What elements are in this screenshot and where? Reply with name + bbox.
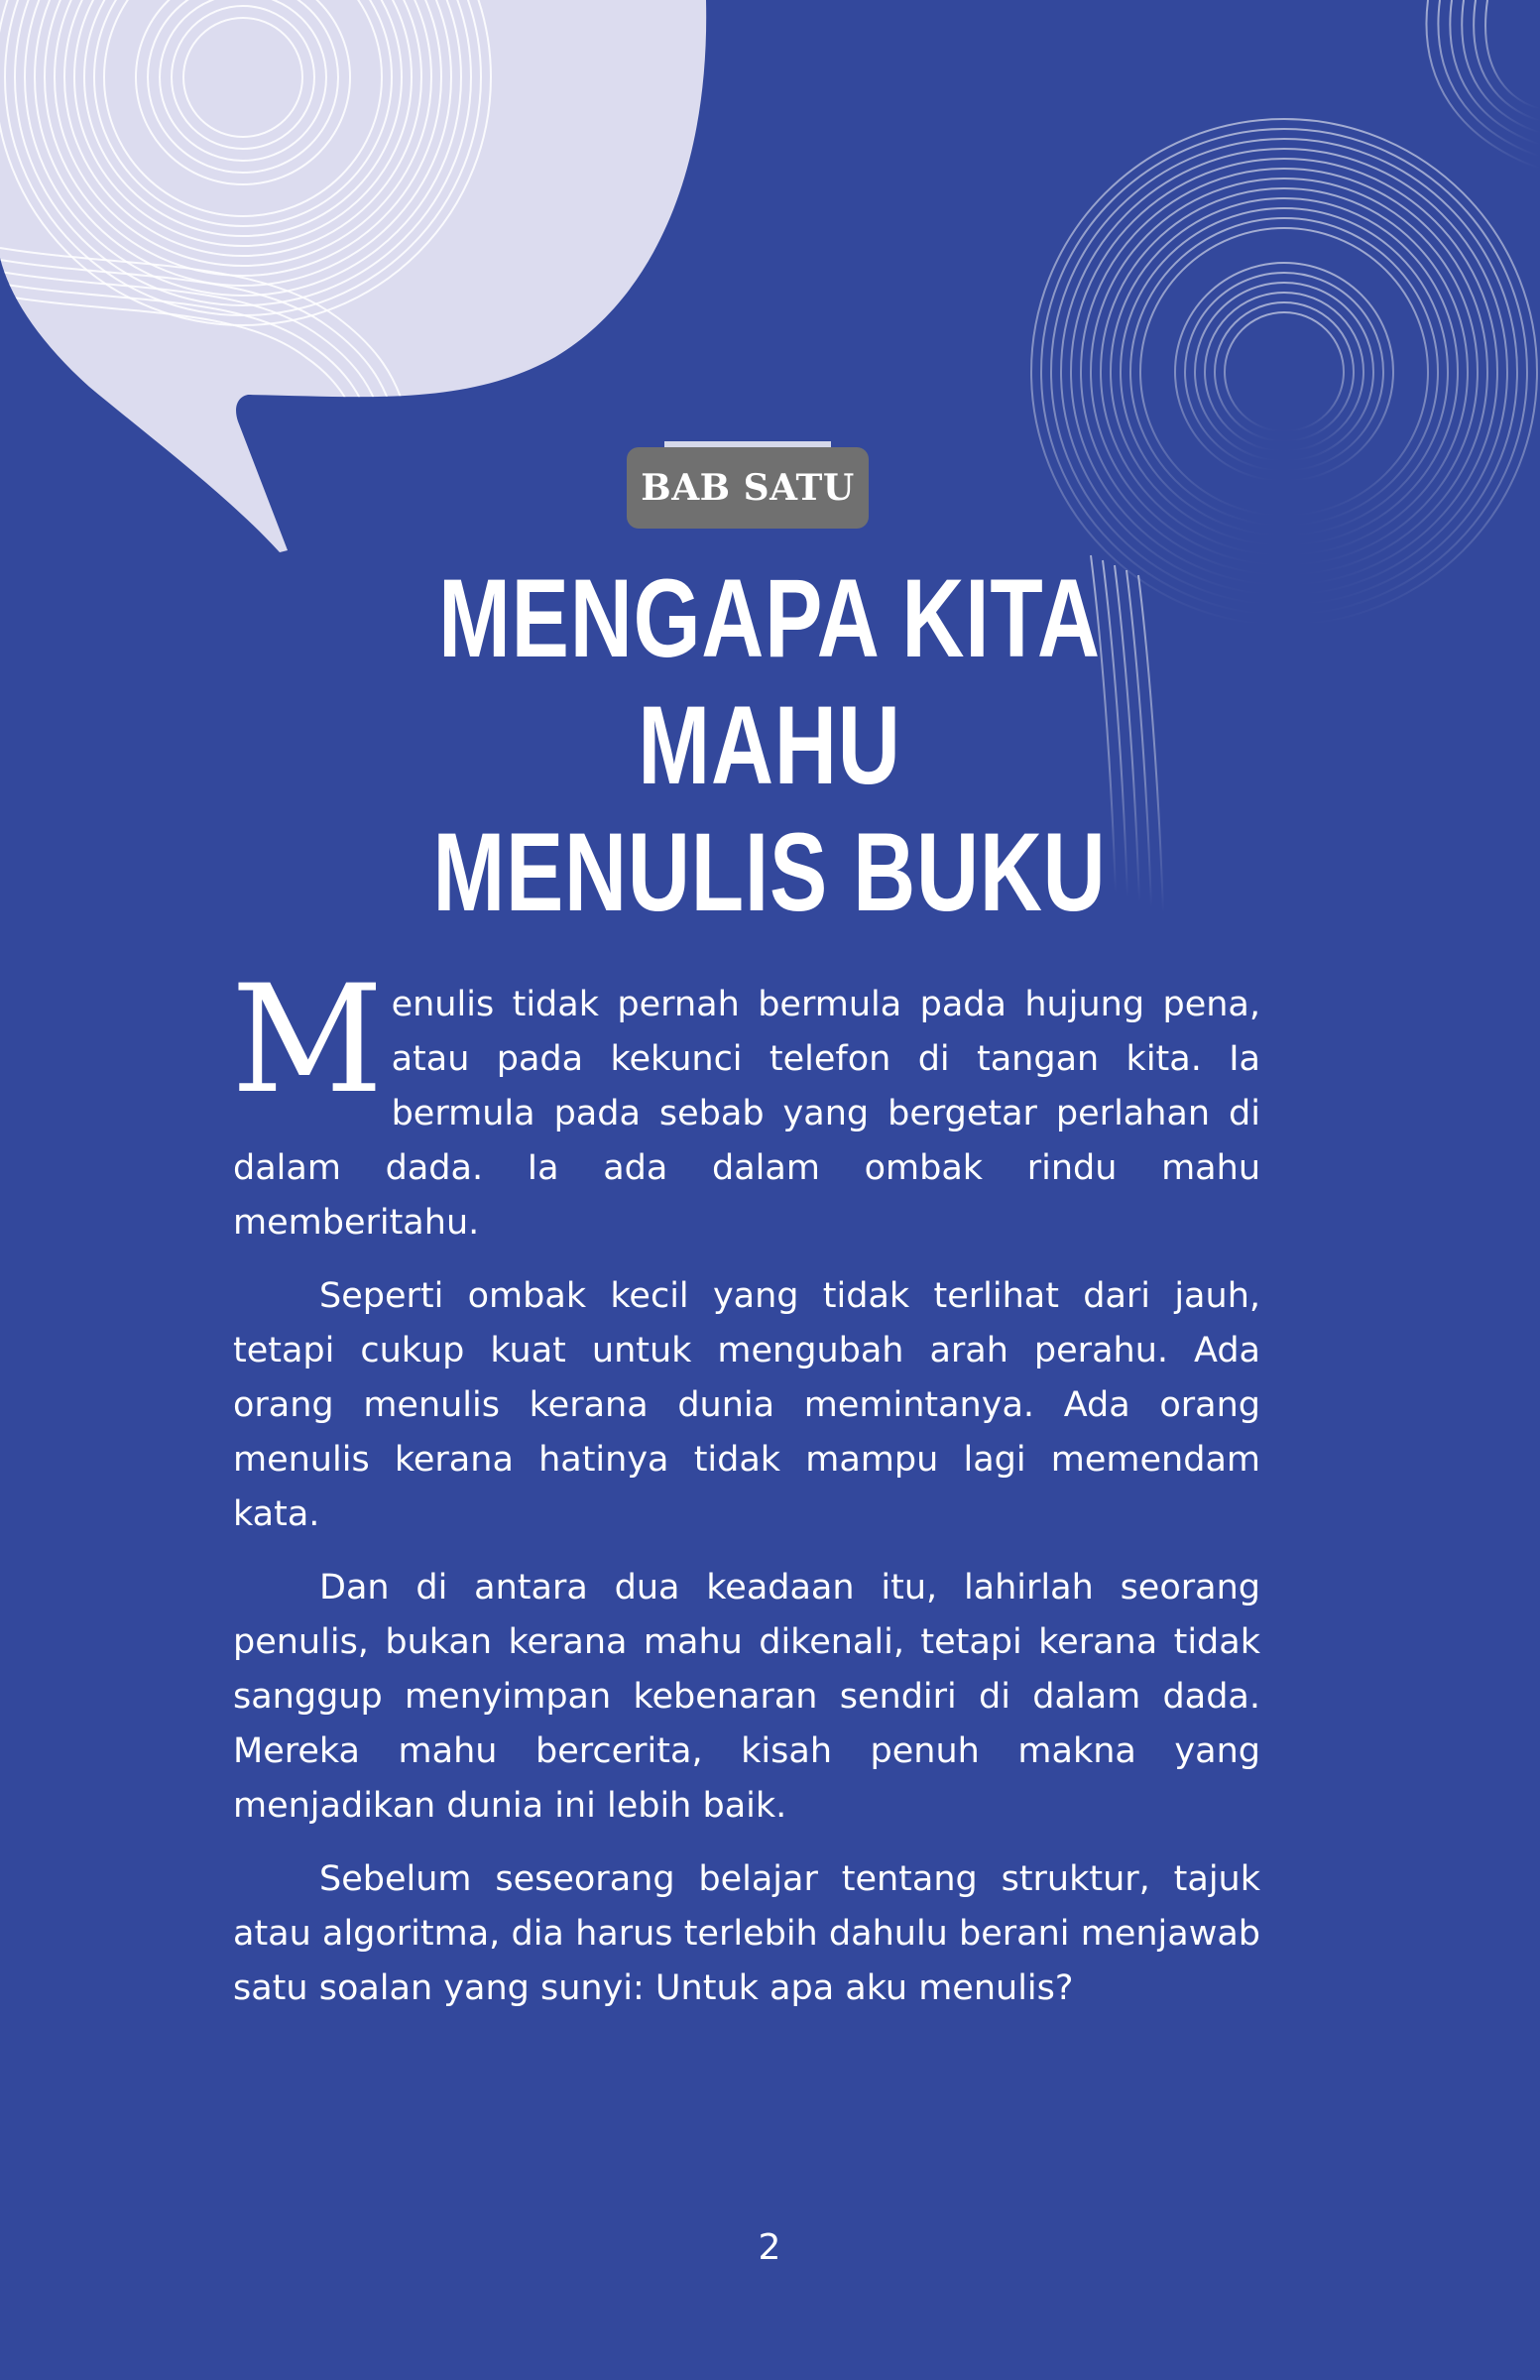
chapter-title-line-2: MENULIS BUKU <box>432 810 1107 934</box>
page-number: 2 <box>758 2227 781 2268</box>
speech-bubble-icon <box>0 0 706 552</box>
paragraph-1-text: enulis tidak pernah bermula pada hujung pena, atau pada kekunci telefon di tangan kita. Ia bermula pada sebab yang bergetar perlahan di dalam dada. Ia ada dalam ombak rindu mahu memberitahu. <box>233 985 1260 1243</box>
chapter-body <box>231 954 1260 2035</box>
paragraph-4: Sebelum seseorang belajar tentang struktur, tajuk atau algoritma, dia harus terlebih dahulu berani menjawab satu soalan yang sunyi: Untuk apa aku menulis? <box>233 1859 1260 2008</box>
paragraph-1 <box>231 954 1260 1250</box>
chapter-tag: BAB SATU <box>627 447 869 529</box>
drop-cap: M <box>231 954 384 1127</box>
chapter-title-line-1: MENGAPA KITA MAHU <box>438 556 1101 807</box>
chapter-title <box>305 555 1234 936</box>
paragraph-3: Dan di antara dua keadaan itu, lahirlah seorang penulis, bukan kerana mahu dikenali, tetapi kerana tidak sanggup menyimpan kebenaran sendiri di dalam dada. Mereka mahu bercerita, kisah penuh makna yang menjadikan dunia ini lebih baik. <box>233 1568 1260 1826</box>
paragraph-2: Seperti ombak kecil yang tidak terlihat dari jauh, tetapi cukup kuat untuk mengubah arah perahu. Ada orang menulis kerana dunia memintanya. Ada orang menulis kerana hatinya tidak mampu lagi memendam kata. <box>233 1276 1260 1534</box>
